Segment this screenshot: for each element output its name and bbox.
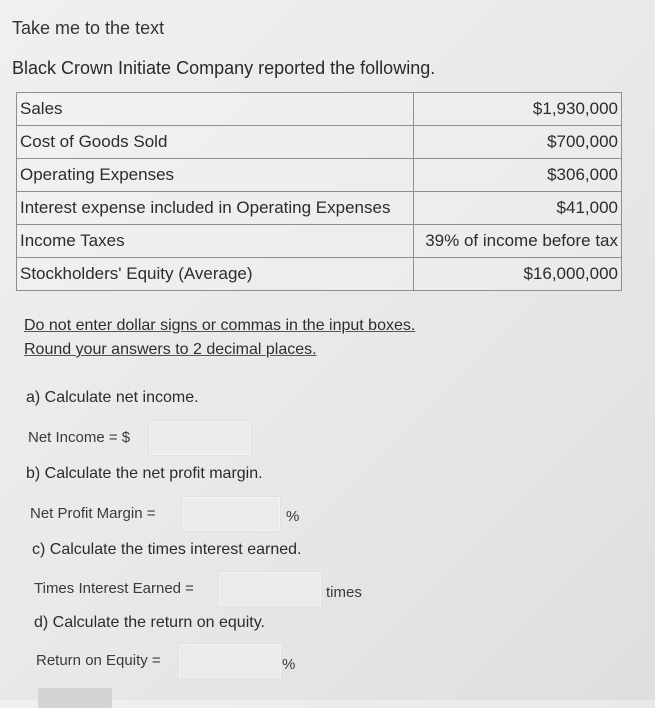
return-on-equity-input[interactable] [178, 643, 282, 679]
row-value: $700,000 [414, 126, 622, 159]
instruction-rounding: Round your answers to 2 decimal places. [24, 341, 317, 358]
net-profit-margin-input[interactable] [181, 496, 281, 532]
problem-intro: Black Crown Initiate Company reported the following. [12, 58, 436, 78]
row-label: Sales [17, 93, 414, 126]
submit-button[interactable] [38, 688, 112, 708]
row-value: $41,000 [414, 192, 622, 225]
net-income-input[interactable] [148, 420, 252, 456]
times-interest-earned-label: Times Interest Earned = [34, 580, 194, 597]
financial-data-table [16, 92, 622, 291]
row-label: Stockholders' Equity (Average) [17, 258, 414, 291]
row-value: $16,000,000 [414, 258, 622, 291]
net-profit-margin-label: Net Profit Margin = [30, 505, 156, 522]
net-income-label: Net Income = $ [28, 429, 131, 446]
return-on-equity-label: Return on Equity = [36, 652, 161, 669]
table-row [17, 126, 622, 159]
take-me-to-text-link[interactable]: Take me to the text [12, 18, 165, 38]
question-d-prompt: d) Calculate the return on equity. [34, 614, 265, 631]
row-value: 39% of income before tax [414, 225, 622, 258]
times-unit: times [326, 584, 362, 601]
table-row [17, 159, 622, 192]
table-row [17, 258, 622, 291]
question-a-prompt: a) Calculate net income. [26, 389, 199, 406]
instruction-no-dollar-signs: Do not enter dollar signs or commas in the input boxes. [24, 317, 416, 334]
row-label: Operating Expenses [17, 159, 414, 192]
times-interest-earned-input[interactable] [218, 571, 322, 607]
question-c-prompt: c) Calculate the times interest earned. [32, 541, 302, 558]
row-value: $306,000 [414, 159, 622, 192]
row-label: Income Taxes [17, 225, 414, 258]
row-value: $1,930,000 [414, 93, 622, 126]
table-row [17, 93, 622, 126]
row-label: Interest expense included in Operating Expenses [17, 192, 414, 225]
question-b-prompt: b) Calculate the net profit margin. [26, 465, 263, 482]
percent-unit: % [286, 508, 300, 525]
row-label: Cost of Goods Sold [17, 126, 414, 159]
table-row [17, 192, 622, 225]
percent-unit: % [282, 656, 296, 673]
table-row [17, 225, 622, 258]
